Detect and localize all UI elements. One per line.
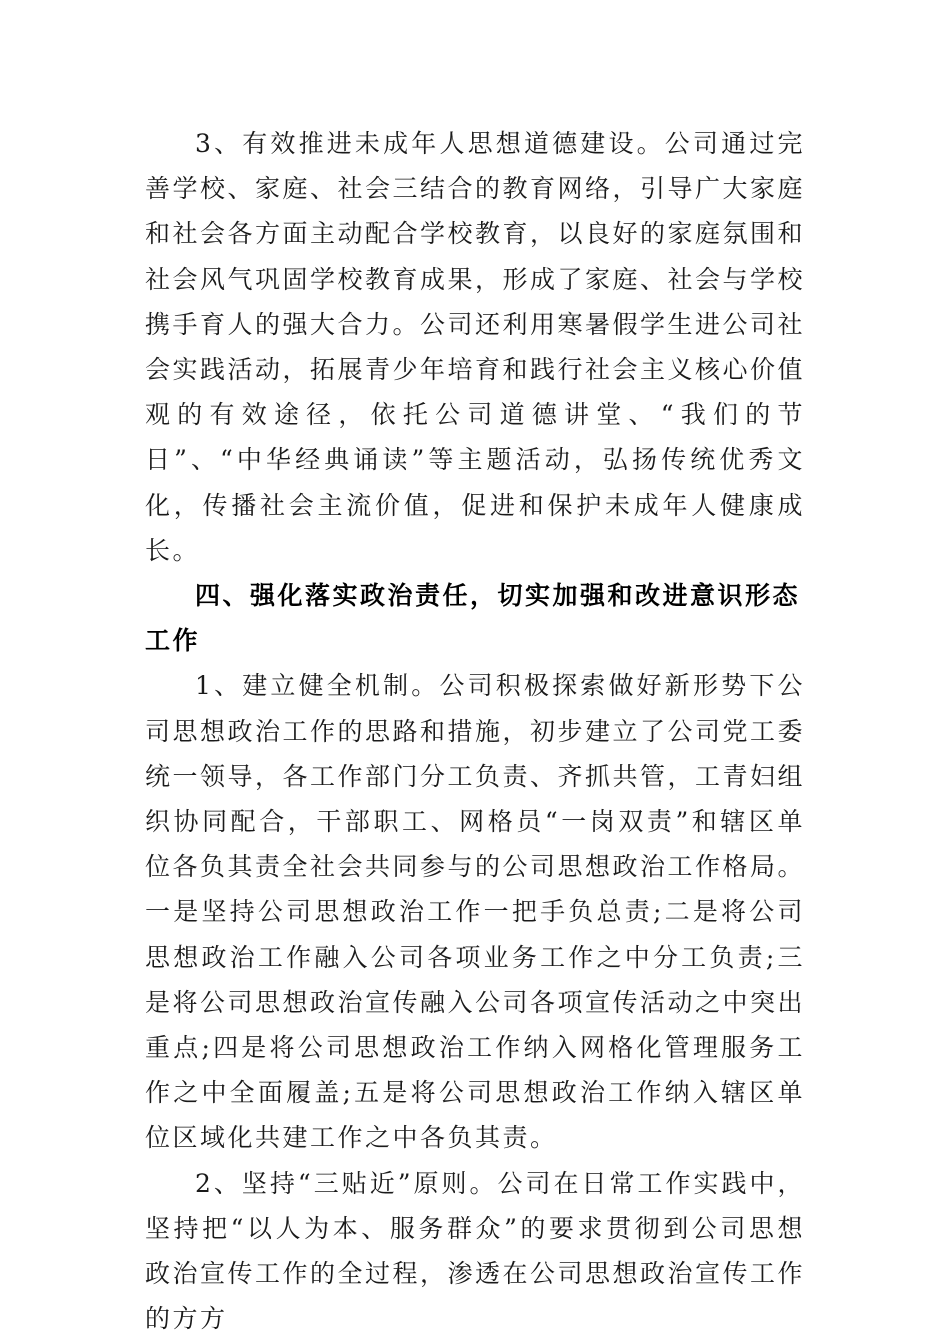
section-heading-four: 四、强化落实政治责任，切实加强和改进意识形态工作: [145, 581, 801, 656]
document-page: [145, 121, 805, 1341]
paragraph-establish-mechanism: 1、建立健全机制。公司积极探索做好新形势下公司思想政治工作的思路和措施，初步建立了公司党工委统一领导，各工作部门分工负责、齐抓共管，工青妇组织协同配合，干部职工、网格员“一岗双责”和辖区单位各负其责全社会共同参与的公司思想政治工作格局。一是坚持公司思想政治工作一把手负总责;二是将公司思想政治工作融入公司各项业务工作之中分工负责;三是将公司思想政治宣传融入公司各项宣传活动之中突出重点;四是将公司思想政治工作纳入网格化管理服务工作之中全面履盖;五是将公司思想政治工作纳入辖区单位区域化共建工作之中各负其责。: [145, 671, 806, 1153]
paragraph-three-closeness-principle: 2、坚持“三贴近”原则。公司在日常工作实践中，坚持把“以人为本、服务群众”的要求贯彻到公司思想政治宣传工作的全过程，渗透在公司思想政治宣传工作的方方: [145, 1168, 806, 1334]
paragraph-minors-moral-education: 3、有效推进未成年人思想道德建设。公司通过完善学校、家庭、社会三结合的教育网络，引导广大家庭和社会各方面主动配合学校教育，以良好的家庭氛围和社会风气巩固学校教育成果，形成了家庭、社会与学校携手育人的强大合力。公司还利用寒暑假学生进公司社会实践活动，拓展青少年培育和践行社会主义核心价值观的有效途径，依托公司道德讲堂、“我们的节日”、“中华经典诵读”等主题活动，弘扬传统优秀文化，传播社会主流价值，促进和保护未成年人健康成长。: [145, 129, 806, 565]
